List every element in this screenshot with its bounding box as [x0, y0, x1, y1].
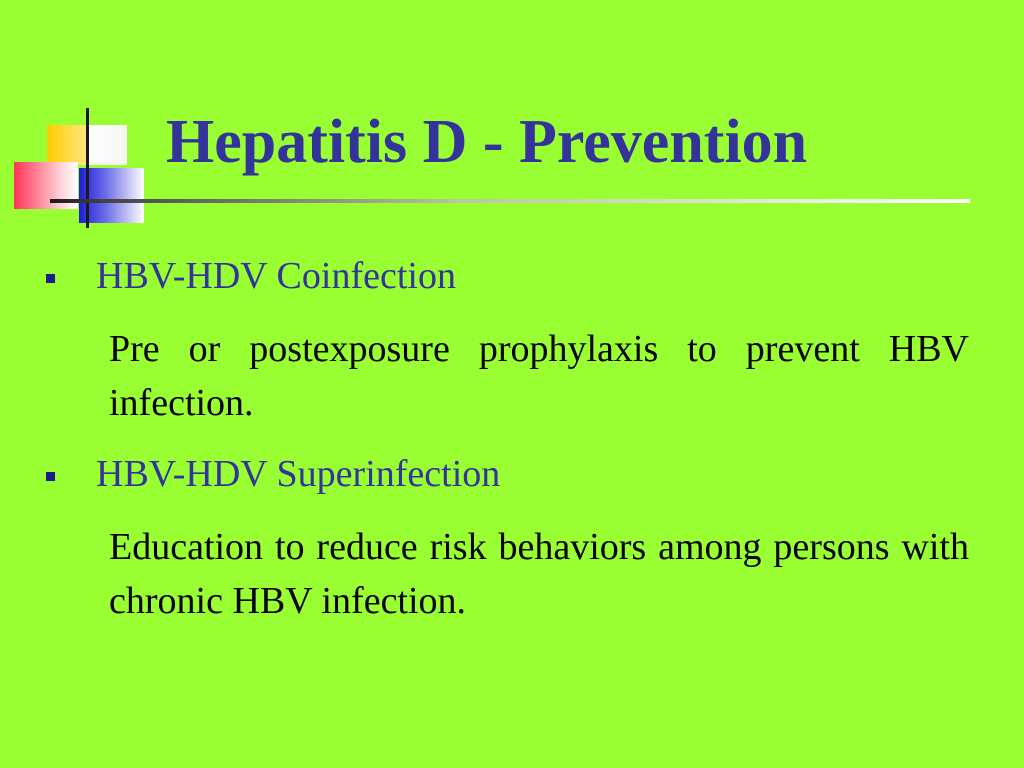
- vertical-divider-line: [86, 108, 89, 228]
- bullet-heading: HBV-HDV Coinfection: [96, 255, 456, 297]
- bullet-body-text: Education to reduce risk behaviors among persons with chronic HBV infection.: [109, 526, 969, 622]
- square-bullet-icon: [46, 472, 55, 481]
- colored-squares-logo-icon: [0, 0, 160, 240]
- yellow-square: [47, 125, 87, 165]
- bullet-heading: HBV-HDV Superinfection: [96, 453, 501, 495]
- bullet-body-text: Pre or postexposure prophylaxis to prevent HBV infection.: [109, 328, 969, 424]
- slide-title: Hepatitis D - Prevention: [166, 108, 808, 176]
- white-square: [87, 125, 127, 165]
- title-underline: [50, 199, 970, 203]
- square-bullet-icon: [46, 274, 55, 283]
